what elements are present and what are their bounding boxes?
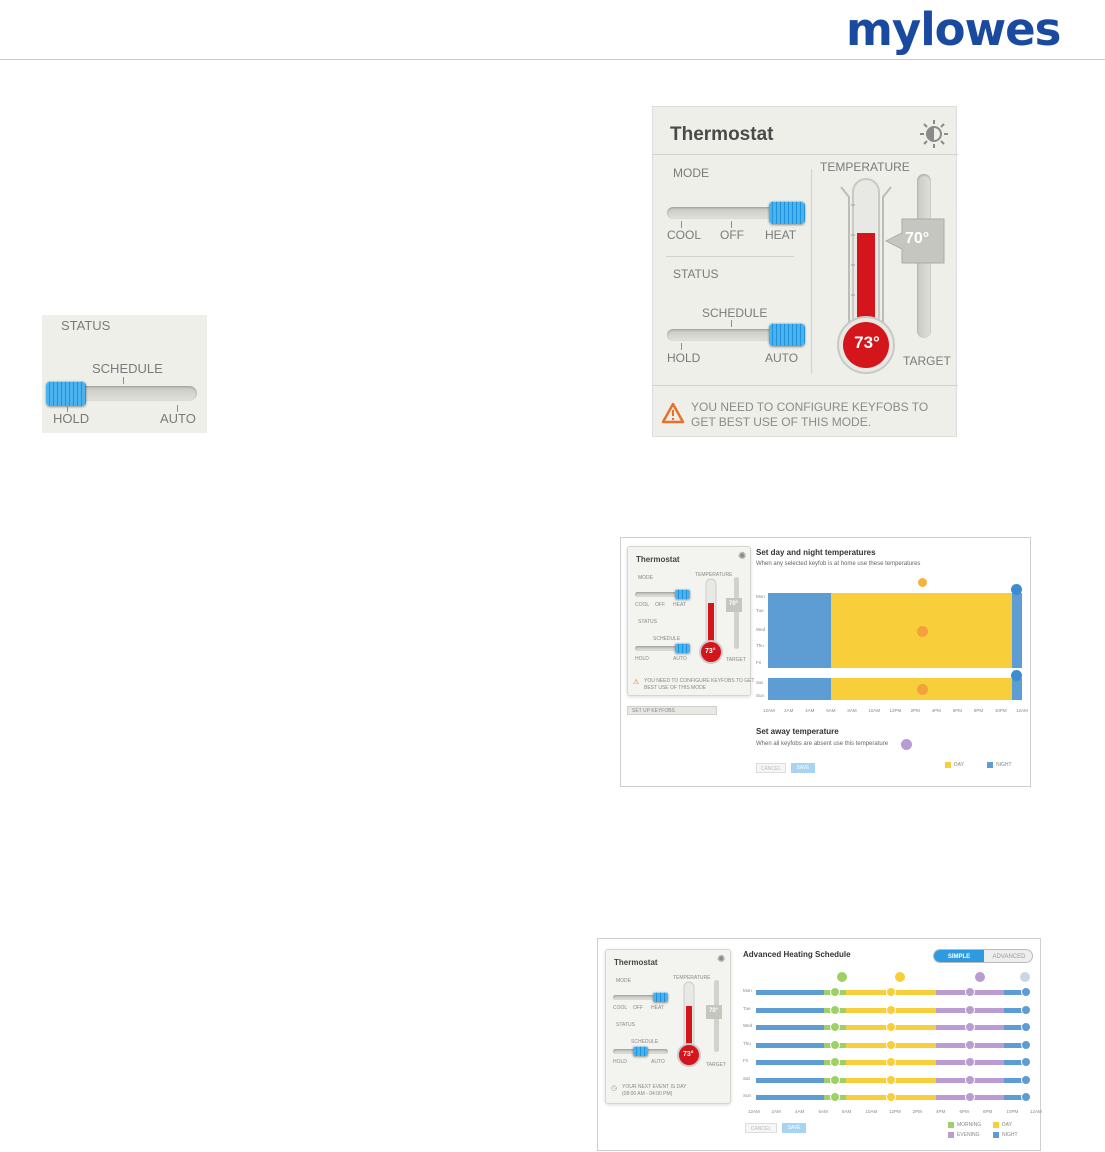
status-slider-closeup [42, 315, 207, 433]
adv-mini-target-label: TARGET [706, 1062, 726, 1068]
advanced-hour-label: 10AM [865, 1109, 878, 1114]
schedule-segment-night[interactable] [756, 1008, 824, 1013]
schedule-temp-handle[interactable] [965, 1057, 975, 1067]
schedule-temp-handle[interactable] [965, 1005, 975, 1015]
schedule-segment-night[interactable] [756, 990, 824, 995]
schedule-segment-night[interactable] [756, 1060, 824, 1065]
adv-mini-mode-label: MODE [616, 978, 631, 984]
vertical-divider [811, 169, 812, 374]
mini-status-knob[interactable] [675, 643, 690, 653]
simple-day-label: Fri [756, 660, 762, 665]
clock-icon: ◷ [611, 1085, 618, 1092]
schedule-temp-handle[interactable] [965, 1075, 975, 1085]
cool-tick [681, 221, 682, 228]
status-schedule[interactable]: SCHEDULE [702, 306, 768, 320]
legend-evening-label: EVENING [957, 1132, 980, 1138]
temperature-label: TEMPERATURE [820, 160, 910, 174]
schedule-temp-handle[interactable] [1021, 1057, 1031, 1067]
legend-night-swatch-adv [993, 1132, 999, 1138]
simple-day-label: Mon [756, 594, 765, 599]
advanced-hour-label: 2PM [912, 1109, 922, 1114]
simple-day-label: Sat [756, 680, 763, 685]
advanced-hour-label: 4AM [795, 1109, 805, 1114]
simple-day-label: Tue [756, 608, 764, 613]
schedule-temp-handle[interactable] [886, 1022, 896, 1032]
status-schedule-tick [731, 320, 732, 327]
mylowes-logo: mylowes [846, 3, 1061, 56]
schedule-segment-night[interactable] [756, 1025, 824, 1030]
simple-hour-label: 6AM [826, 708, 836, 713]
adv-mini-auto[interactable]: AUTO [651, 1059, 665, 1065]
advanced-hour-label: 8PM [983, 1109, 993, 1114]
simple-hour-label: 12AM [763, 708, 775, 713]
next-event-line2: (08:00 AM - 04:00 PM) [622, 1091, 673, 1097]
adv-mini-cool[interactable]: COOL [613, 1005, 628, 1011]
mini-warning-line2: BEST USE OF THIS MODE [644, 685, 707, 691]
adv-mini-target-temp: 70° [709, 1008, 719, 1014]
simple-hour-label: 8PM [973, 708, 984, 713]
advanced-hour-label: 2AM [771, 1109, 781, 1114]
schedule-temp-handle[interactable] [1021, 1040, 1031, 1050]
adv-mini-temp-label: TEMPERATURE [673, 975, 711, 981]
setup-keyfobs-label: SET UP KEYFOBS [632, 708, 675, 714]
night-icon [1020, 972, 1030, 982]
adv-mini-off[interactable]: OFF [633, 1005, 643, 1011]
keyfob-warning: YOU NEED TO CONFIGURE KEYFOBS TO GET BEST USE OF THIS MODE. [691, 400, 929, 429]
simple-hour-label: 10AM [868, 708, 881, 713]
adv-mini-status-label: STATUS [616, 1022, 635, 1028]
status-auto[interactable]: AUTO [765, 351, 799, 365]
legend-night-swatch [987, 762, 993, 768]
legend-day-swatch-adv [993, 1122, 999, 1128]
mini-cool[interactable]: COOL [635, 602, 650, 608]
mode-cool[interactable]: COOL [667, 228, 702, 242]
simple-hour-label: 8AM [847, 708, 857, 713]
schedule-temp-handle[interactable] [886, 1092, 896, 1102]
schedule-temp-handle[interactable] [1021, 1022, 1031, 1032]
mini-target-temp: 70° [729, 601, 739, 607]
weekend-night-temp[interactable] [1011, 670, 1022, 681]
day-night-subheading: When any selected keyfob is at home use these temperatures [756, 561, 921, 567]
simple-day-label: Wed [756, 627, 766, 632]
advanced-hour-label: 12PM [889, 1109, 901, 1114]
setup-keyfobs-button[interactable] [627, 706, 717, 715]
simple-hour-label: 6PM [952, 708, 963, 713]
day-icon [895, 972, 905, 982]
advanced-hour-label: 8AM [842, 1109, 852, 1114]
header-divider [0, 59, 1105, 60]
advanced-day-label: Tue [743, 1005, 751, 1011]
schedule-temp-handle[interactable] [965, 1022, 975, 1032]
weekday-day-temp[interactable] [917, 626, 928, 637]
legend-evening-swatch [948, 1132, 954, 1138]
schedule-segment-night[interactable] [756, 1043, 824, 1048]
away-subheading: When all keyfobs are absent use this temperature [756, 741, 889, 747]
mode-knob[interactable] [769, 201, 805, 224]
simple-hour-label: 4PM [931, 708, 941, 713]
day-night-heading: Set day and night temperatures [756, 548, 876, 557]
target-temperature: 70° [905, 230, 930, 247]
legend-day-swatch [945, 762, 951, 768]
adv-mini-current-temp: 73° [683, 1051, 694, 1058]
schedule-temp-handle[interactable] [965, 987, 975, 997]
panel-title: Thermostat [670, 124, 774, 145]
simple-day-label: Sun [756, 693, 765, 698]
advanced-save-button[interactable]: SAVE [782, 1123, 806, 1133]
mini-hold[interactable]: HOLD [635, 656, 649, 662]
mini-warning-line1: YOU NEED TO CONFIGURE KEYFOBS TO GET [644, 678, 755, 684]
simple-hour-label: 12PM [889, 708, 902, 713]
schedule-temp-handle[interactable] [830, 1057, 840, 1067]
schedule-temp-handle[interactable] [886, 1075, 896, 1085]
schedule-temp-handle[interactable] [965, 1092, 975, 1102]
simple-hour-label: 2PM [910, 708, 920, 713]
advanced-hour-label: 10PM [1006, 1109, 1019, 1114]
mode-status-divider [666, 256, 794, 257]
mini-sun-icon[interactable]: ✺ [738, 551, 747, 562]
mode-label: MODE [673, 166, 709, 180]
toggle-simple[interactable]: SIMPLE [934, 950, 984, 963]
adv-mini-title: Thermostat [614, 958, 658, 967]
mini-temp-label: TEMPERATURE [695, 572, 733, 578]
schedule-segment-night[interactable] [756, 1095, 824, 1100]
advanced-day-label: Fri [743, 1058, 749, 1063]
schedule-temp-handle[interactable] [830, 1092, 840, 1102]
status-knob-main[interactable] [769, 323, 805, 346]
current-temperature: 73° [854, 333, 880, 352]
adv-mini-hold[interactable]: HOLD [613, 1059, 627, 1065]
legend-night-label: NIGHT [996, 762, 1012, 768]
schedule-temp-handle[interactable] [830, 1005, 840, 1015]
simple-save-button[interactable]: SAVE [791, 763, 815, 773]
mini-auto[interactable]: AUTO [673, 656, 687, 662]
schedule-temp-handle[interactable] [1021, 1075, 1031, 1085]
off-tick [731, 221, 732, 228]
morning-icon [837, 972, 847, 982]
status-knob[interactable] [46, 381, 86, 406]
schedule-temp-handle[interactable] [886, 1040, 896, 1050]
mini-off[interactable]: OFF [655, 602, 665, 608]
advanced-schedule-screenshot [597, 938, 1041, 1151]
sun-snowflake-icon[interactable] [918, 118, 950, 150]
mini-target-track[interactable] [734, 577, 739, 649]
mini-mode-knob[interactable] [675, 589, 690, 599]
advanced-heading: Advanced Heating Schedule [743, 950, 851, 959]
weekday-night-temp[interactable] [1011, 584, 1022, 595]
adv-mini-heat[interactable]: HEAT [651, 1005, 664, 1011]
mini-status-label: STATUS [638, 619, 657, 625]
advanced-day-label: Wed [743, 1023, 753, 1028]
schedule-temp-handle[interactable] [830, 987, 840, 997]
simple-advanced-toggle[interactable] [933, 949, 1033, 963]
advanced-cancel-button[interactable]: CANCEL [745, 1123, 777, 1133]
mini-mode-label: MODE [638, 575, 653, 581]
advanced-hour-label: 6PM [959, 1109, 969, 1114]
schedule-temp-handle[interactable] [830, 1075, 840, 1085]
simple-hour-label: 4AM [805, 708, 815, 713]
toggle-advanced[interactable]: ADVANCED [992, 954, 1026, 960]
status-hold[interactable]: HOLD [667, 351, 701, 365]
simple-hour-label: 12AM [1016, 708, 1028, 713]
schedule-temp-handle[interactable] [1021, 987, 1031, 997]
status-hold-tick [681, 343, 682, 350]
title-divider [653, 154, 958, 155]
legend-day-label-adv: DAY [1002, 1122, 1012, 1128]
mode-off[interactable]: OFF [720, 228, 744, 242]
footer-divider [653, 385, 958, 386]
simple-schedule-screenshot [620, 537, 1031, 787]
simple-cancel-button[interactable]: CANCEL [756, 763, 786, 773]
mini-target-label: TARGET [726, 657, 746, 663]
advanced-hour-label: 4PM [936, 1109, 946, 1114]
schedule-segment-night[interactable] [756, 1078, 824, 1083]
adv-mini-thermostat-panel [605, 949, 731, 1104]
warning-icon [661, 402, 685, 424]
target-label: TARGET [903, 354, 951, 368]
status-schedule-label: SCHEDULE [92, 361, 163, 376]
schedule-temp-handle[interactable] [886, 1057, 896, 1067]
mini-current-temp: 73° [705, 648, 716, 655]
day-sun-icon [918, 578, 927, 587]
adv-mini-sun-icon[interactable]: ✺ [717, 954, 726, 965]
schedule-temp-handle[interactable] [886, 1005, 896, 1015]
status-heading: STATUS [61, 318, 111, 333]
advanced-hour-label: 12AM [748, 1109, 760, 1114]
advanced-hour-label: 12AM [1030, 1109, 1042, 1114]
advanced-day-label: Mon [743, 988, 752, 993]
adv-mini-status-knob[interactable] [633, 1046, 648, 1056]
schedule-temp-handle[interactable] [1021, 1005, 1031, 1015]
advanced-day-label: Thu [743, 1040, 751, 1046]
mini-schedule[interactable]: SCHEDULE [653, 636, 681, 642]
schedule-temp-handle[interactable] [830, 1040, 840, 1050]
simple-day-label: Thu [756, 643, 764, 648]
simple-hour-label: 2AM [784, 708, 794, 713]
status-label: STATUS [673, 267, 719, 281]
mini-heat[interactable]: HEAT [673, 602, 686, 608]
status-hold-label: HOLD [53, 411, 90, 426]
evening-icon [975, 972, 985, 982]
away-temp-button[interactable] [901, 739, 912, 750]
mode-heat[interactable]: HEAT [765, 228, 797, 242]
weekend-day-temp[interactable] [917, 684, 928, 695]
schedule-temp-handle[interactable] [965, 1040, 975, 1050]
away-heading: Set away temperature [756, 727, 839, 736]
schedule-temp-handle[interactable] [1021, 1092, 1031, 1102]
schedule-temp-handle[interactable] [830, 1022, 840, 1032]
next-event-line1: YOUR NEXT EVENT IS DAY [622, 1084, 687, 1090]
mini-thermostat-panel [627, 546, 755, 696]
advanced-day-label: Sat [743, 1075, 750, 1081]
adv-mini-schedule[interactable]: SCHEDULE [631, 1039, 659, 1045]
mini-warning-icon: ⚠ [633, 679, 640, 686]
legend-morning-swatch [948, 1122, 954, 1128]
simple-hour-label: 10PM [994, 708, 1007, 713]
schedule-tick [123, 377, 124, 384]
adv-mini-mode-knob[interactable] [653, 992, 668, 1002]
legend-morning-label: MORNING [957, 1122, 982, 1128]
advanced-day-label: Sun [743, 1093, 752, 1098]
legend-night-label-adv: NIGHT [1002, 1132, 1018, 1138]
thermostat-panel [652, 106, 957, 437]
advanced-hour-label: 6AM [818, 1109, 828, 1114]
mini-title: Thermostat [636, 555, 680, 564]
status-auto-label: AUTO [160, 411, 196, 426]
schedule-temp-handle[interactable] [886, 987, 896, 997]
legend-day-label: DAY [954, 762, 964, 768]
